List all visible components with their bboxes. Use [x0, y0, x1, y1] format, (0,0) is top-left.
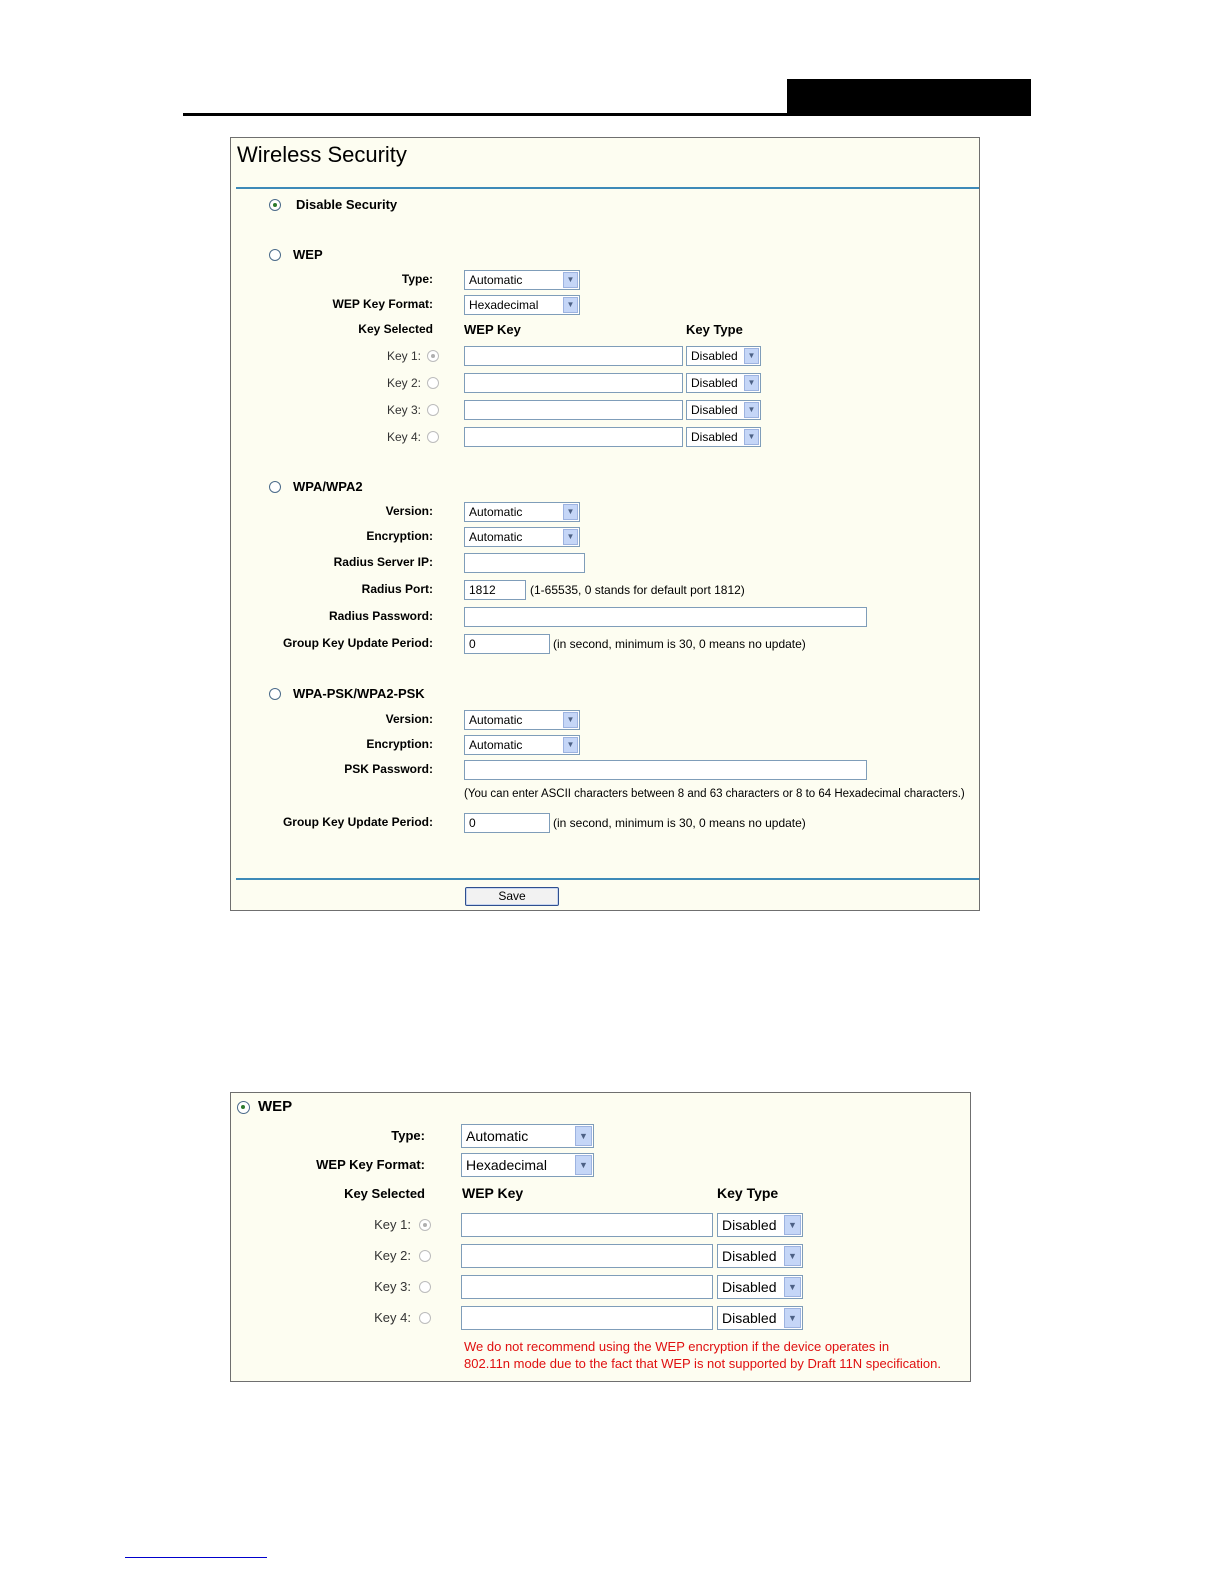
key-type-value: Disabled	[691, 376, 738, 390]
psk-version-label: Version:	[385, 712, 433, 726]
chevron-down-icon: ▼	[563, 712, 578, 728]
wpa-encryption-label: Encryption:	[366, 529, 433, 543]
save-button[interactable]: Save	[465, 887, 559, 906]
key-selected-header: Key Selected	[358, 322, 433, 336]
wep-key-3-input[interactable]	[464, 400, 683, 420]
key-label: Key 1:	[374, 1217, 411, 1232]
page-title: Wireless Security	[237, 142, 407, 167]
wep-warning-line1: We do not recommend using the WEP encryption if the device operates in	[464, 1339, 890, 1354]
wpa-group-key-input[interactable]	[464, 634, 550, 654]
chevron-down-icon: ▼	[784, 1308, 801, 1328]
wep-warning	[464, 1338, 941, 1372]
radius-password-label: Radius Password:	[328, 609, 433, 623]
key-2-type-select[interactable]	[717, 1244, 803, 1268]
key-2-type-select[interactable]	[686, 373, 761, 393]
key-2-radio[interactable]	[427, 377, 439, 389]
psk-group-key-label: Group Key Update Period:	[282, 815, 433, 829]
wep-key-1-input[interactable]	[461, 1213, 713, 1237]
wep-key-2-input[interactable]	[464, 373, 683, 393]
wep-key-header: WEP Key	[464, 322, 521, 337]
psk-group-key-input[interactable]	[464, 813, 550, 833]
wep-type-select[interactable]	[464, 270, 580, 290]
wpa-encryption-select[interactable]	[464, 527, 580, 547]
key-type-value: Disabled	[691, 403, 738, 417]
wep-key-4-input[interactable]	[464, 427, 683, 447]
key-4-type-select[interactable]	[686, 427, 761, 447]
wep-key-header: WEP Key	[462, 1185, 524, 1201]
key-label: Key 3:	[374, 1279, 411, 1294]
wep-key-1-input[interactable]	[464, 346, 683, 366]
wep-type-value: Automatic	[466, 1128, 529, 1144]
psk-password-note: (You can enter ASCII characters between 8 and 63 characters or 8 to 64 Hexadecimal characters.)	[464, 788, 965, 800]
key-1-type-select[interactable]	[717, 1213, 803, 1237]
key-type-value: Disabled	[691, 430, 738, 444]
wep-key-4-input[interactable]	[461, 1306, 713, 1330]
wep-type-select[interactable]	[461, 1124, 594, 1148]
key-1-radio[interactable]	[427, 350, 439, 362]
disable-security-label: Disable Security	[296, 197, 398, 212]
chevron-down-icon: ▼	[563, 504, 578, 520]
wpa-group-key-value: 0	[469, 637, 476, 651]
radius-port-label: Radius Port:	[361, 582, 433, 596]
key-1-type-select[interactable]	[686, 346, 761, 366]
wep-format-select[interactable]	[461, 1153, 594, 1177]
wep-key-3-input[interactable]	[461, 1275, 713, 1299]
wpa-encryption-value: Automatic	[469, 530, 523, 544]
psk-encryption-select[interactable]	[464, 735, 580, 755]
wep-format-label: WEP Key Format:	[332, 297, 433, 311]
psk-version-select[interactable]	[464, 710, 580, 730]
wep-detail-panel	[230, 1092, 971, 1382]
key-1-radio[interactable]	[419, 1219, 431, 1231]
key-4-radio[interactable]	[419, 1312, 431, 1324]
chevron-down-icon: ▼	[744, 402, 759, 418]
key-3-radio[interactable]	[427, 404, 439, 416]
chevron-down-icon: ▼	[744, 348, 759, 364]
page-header-block	[787, 79, 1031, 116]
chevron-down-icon: ▼	[575, 1126, 592, 1146]
chevron-down-icon: ▼	[563, 529, 578, 545]
key-4-radio[interactable]	[427, 431, 439, 443]
radius-port-value: 1812	[469, 583, 496, 597]
radius-ip-label: Radius Server IP:	[333, 555, 433, 569]
chevron-down-icon: ▼	[563, 737, 578, 753]
wep-format-value: Hexadecimal	[466, 1157, 547, 1173]
key-label: Key 3:	[386, 403, 421, 417]
chevron-down-icon: ▼	[784, 1215, 801, 1235]
wep-radio[interactable]	[269, 249, 281, 261]
key-type-header: Key Type	[686, 322, 743, 337]
wep-label: WEP	[258, 1098, 293, 1115]
wep-key-2-input[interactable]	[461, 1244, 713, 1268]
psk-group-key-value: 0	[469, 816, 476, 830]
key-4-type-select[interactable]	[717, 1306, 803, 1330]
radius-port-note: (1-65535, 0 stands for default port 1812)	[530, 583, 745, 597]
chevron-down-icon: ▼	[575, 1155, 592, 1175]
wep-format-value: Hexadecimal	[469, 298, 539, 312]
key-type-header: Key Type	[717, 1185, 779, 1201]
wpa-label: WPA/WPA2	[293, 479, 363, 494]
key-3-radio[interactable]	[419, 1281, 431, 1293]
chevron-down-icon: ▼	[563, 297, 578, 313]
radius-password-input[interactable]	[464, 607, 867, 627]
key-type-value: Disabled	[722, 1217, 777, 1233]
wep-label: WEP	[293, 247, 323, 262]
key-type-value: Disabled	[722, 1310, 777, 1326]
title-divider	[236, 187, 979, 189]
chevron-down-icon: ▼	[784, 1246, 801, 1266]
key-label: Key 2:	[374, 1248, 411, 1263]
wpa-version-select[interactable]	[464, 502, 580, 522]
key-3-type-select[interactable]	[686, 400, 761, 420]
wep-type-value: Automatic	[469, 273, 523, 287]
wep-radio-selected[interactable]	[237, 1101, 250, 1114]
psk-version-value: Automatic	[469, 713, 523, 727]
key-selected-header: Key Selected	[344, 1186, 425, 1201]
wpa-radio[interactable]	[269, 481, 281, 493]
wep-warning-line2: 802.11n mode due to the fact that WEP is not supported by Draft 11N specification.	[464, 1356, 941, 1371]
key-label: Key 4:	[374, 1310, 411, 1325]
psk-label: WPA-PSK/WPA2-PSK	[293, 686, 425, 701]
psk-password-label: PSK Password:	[344, 762, 433, 776]
radius-ip-input[interactable]	[464, 553, 585, 573]
chevron-down-icon: ▼	[563, 272, 578, 288]
chevron-down-icon: ▼	[744, 375, 759, 391]
radius-port-input[interactable]	[464, 580, 526, 600]
key-type-value: Disabled	[722, 1279, 777, 1295]
wpa-version-label: Version:	[385, 504, 433, 518]
key-3-type-select[interactable]	[717, 1275, 803, 1299]
psk-password-input[interactable]	[464, 760, 867, 780]
key-label: Key 2:	[386, 376, 421, 390]
wpa-group-key-note: (in second, minimum is 30, 0 means no update)	[553, 637, 806, 651]
wpa-version-value: Automatic	[469, 505, 523, 519]
key-label: Key 4:	[386, 430, 421, 444]
wep-type-label: Type:	[401, 272, 433, 286]
wireless-security-panel	[230, 137, 980, 911]
wep-format-select[interactable]	[464, 295, 580, 315]
key-2-radio[interactable]	[419, 1250, 431, 1262]
disable-security-radio[interactable]	[269, 199, 281, 211]
wep-type-label: Type:	[391, 1128, 425, 1143]
psk-group-key-note: (in second, minimum is 30, 0 means no update)	[553, 816, 806, 830]
wep-format-label: WEP Key Format:	[316, 1157, 425, 1172]
key-label: Key 1:	[386, 349, 421, 363]
key-type-value: Disabled	[691, 349, 738, 363]
psk-radio[interactable]	[269, 688, 281, 700]
footer-divider	[236, 878, 979, 880]
wpa-group-key-label: Group Key Update Period:	[282, 636, 433, 650]
chevron-down-icon: ▼	[744, 429, 759, 445]
psk-encryption-label: Encryption:	[366, 737, 433, 751]
psk-encryption-value: Automatic	[469, 738, 523, 752]
key-type-value: Disabled	[722, 1248, 777, 1264]
chevron-down-icon: ▼	[784, 1277, 801, 1297]
footer-link-underline	[125, 1557, 267, 1558]
